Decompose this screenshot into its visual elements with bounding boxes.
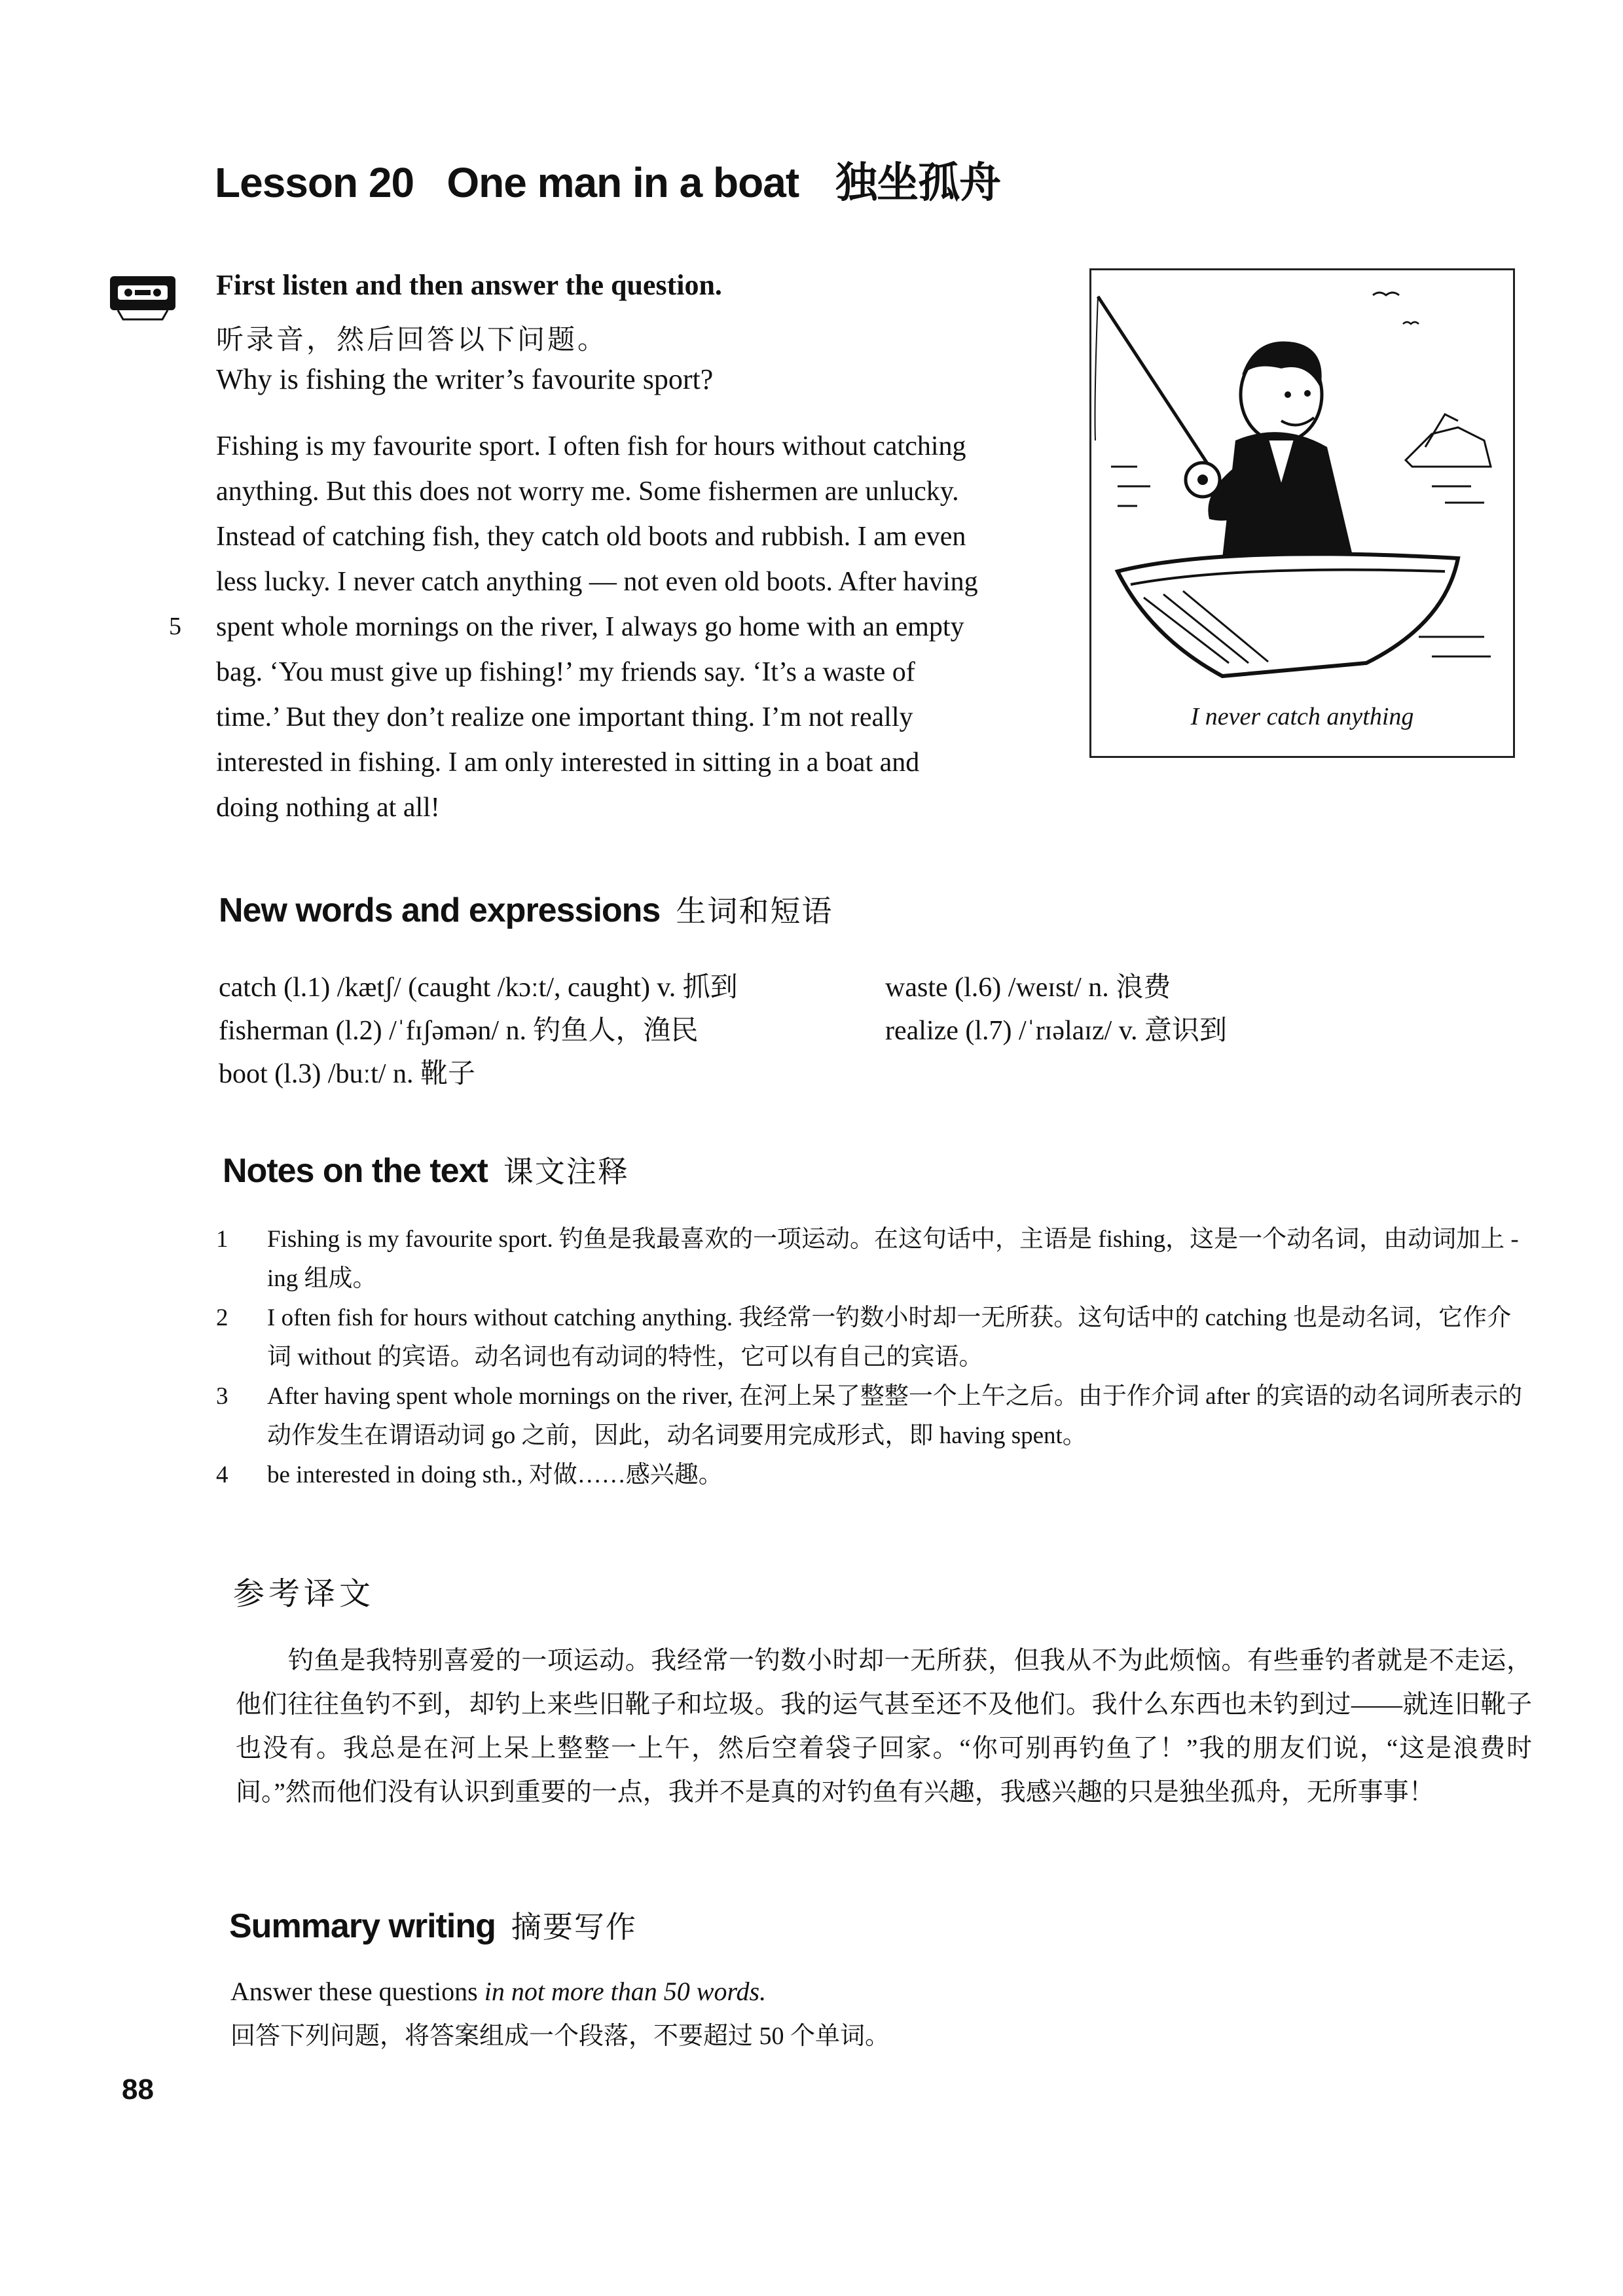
note-number: 3 (216, 1383, 228, 1410)
passage-line: Fishing is my favourite sport. I often fish for hours without catching (216, 431, 966, 461)
summary-instruction-italic: in not more than 50 words. (484, 1977, 767, 2006)
cartoon-illustration (1089, 268, 1515, 758)
note-text: Fishing is my favourite sport. 钓鱼是我最喜欢的一项运动。在这句话中，主语是 fishing，这是一个动名词，由动词加上 -ing 组成。 (267, 1226, 1519, 1292)
listening-instruction: First listen and then answer the question. (216, 269, 722, 301)
listening-question: Why is fishing the writer’s favourite sport? (216, 363, 714, 395)
note-number: 2 (216, 1304, 228, 1331)
notes-list (216, 1220, 1525, 1495)
vocab-item: boot (l.3) /buːt/ n. 靴子 (219, 1059, 475, 1089)
note-number: 4 (216, 1462, 228, 1488)
vocab-item: catch (l.1) /kætʃ/ (caught /kɔːt/, caught) v. 抓到 (219, 973, 738, 1003)
passage-line: time.’ But they don’t realize one important thing. I’m not really (216, 702, 913, 732)
note-item (216, 1299, 1525, 1377)
line-number: 5 (169, 613, 181, 640)
summary-instruction-cn: 回答下列问题，将答案组成一个段落，不要超过 50 个单词。 (230, 2022, 890, 2050)
vocab-right-column (885, 966, 1227, 1052)
translation-heading: 参考译文 (233, 1577, 375, 1611)
summary-instruction (230, 1970, 766, 2013)
note-item (216, 1220, 1525, 1299)
passage-line: Instead of catching fish, they catch old boots and rubbish. I am even (216, 522, 966, 552)
passage-line: doing nothing at all! (216, 793, 440, 823)
note-number: 1 (216, 1226, 228, 1253)
fisherman-in-boat-drawing (1091, 270, 1513, 756)
notes-heading (223, 1148, 629, 1191)
summary-instruction-prefix: Answer these questions (230, 1977, 484, 2006)
new-words-heading (219, 888, 833, 931)
illustration-caption: I never catch anything (1190, 703, 1414, 730)
notes-heading-cn: 课文注释 (503, 1154, 629, 1189)
notes-heading-en: Notes on the text (223, 1152, 488, 1190)
new-words-heading-cn: 生词和短语 (676, 893, 833, 929)
summary-heading-cn: 摘要写作 (511, 1909, 637, 1945)
passage-line: less lucky. I never catch anything — not even old boots. After having (216, 567, 978, 597)
note-text: After having spent whole mornings on the river, 在河上呆了整整一个上午之后。由于作介词 after 的宾语的动名词所表示的动作发生在谓语动词 go 之前，因此，动名词要用完成形式，即 having spent。 (267, 1383, 1523, 1449)
page-number: 88 (122, 2073, 154, 2106)
note-item (216, 1456, 1525, 1495)
translation-text: 钓鱼是我特别喜爱的一项运动。我经常一钓数小时却一无所获，但我从不为此烦恼。有些垂钓者就是不走运，他们往往鱼钓不到，却钓上来些旧靴子和垃圾。我的运气甚至还不及他们。我什么东西也未钓到过——就连旧靴子也没有。我总是在河上呆上整整一上午，然后空着袋子回家。“你可别再钓鱼了！”我的朋友们说，“这是浪费时间。”然而他们没有认识到重要的一点，我并不是真的对钓鱼有兴趣，我感兴趣的只是独坐孤舟，无所事事！ (236, 1647, 1532, 1806)
passage-line: interested in fishing. I am only interested in sitting in a boat and (216, 747, 920, 778)
new-words-heading-en: New words and expressions (219, 891, 661, 929)
lesson-title (215, 149, 1000, 209)
passage-line: bag. ‘You must give up fishing!’ my friends say. ‘It’s a waste of (216, 657, 915, 687)
listening-instruction-cn: 听录音，然后回答以下问题。 (216, 323, 608, 355)
passage-line: spent whole mornings on the river, I always go home with an empty (216, 612, 964, 642)
note-text: I often fish for hours without catching anything. 我经常一钓数小时却一无所获。这句话中的 catching 也是动名词，它作介词 without 的宾语。动名词也有动词的特性，它可以有自己的宾语。 (267, 1304, 1512, 1371)
passage (216, 424, 978, 831)
lesson-title-cn: 独坐孤舟 (835, 159, 1001, 207)
vocab-item: fisherman (l.2) /ˈfɪʃəmən/ n. 钓鱼人，渔民 (219, 1016, 699, 1046)
note-text: be interested in doing sth., 对做……感兴趣。 (267, 1462, 723, 1488)
note-item (216, 1377, 1525, 1456)
passage-line: anything. But this does not worry me. Some fishermen are unlucky. (216, 476, 959, 507)
summary-heading (229, 1903, 637, 1946)
vocab-left-column (219, 966, 738, 1096)
cassette-icon (109, 274, 177, 321)
lesson-title-en: Lesson 20 One man in a boat (215, 159, 799, 206)
vocab-item: realize (l.7) /ˈrɪəlaɪz/ v. 意识到 (885, 1016, 1228, 1046)
summary-heading-en: Summary writing (229, 1907, 496, 1945)
vocab-item: waste (l.6) /weɪst/ n. 浪费 (885, 973, 1171, 1003)
